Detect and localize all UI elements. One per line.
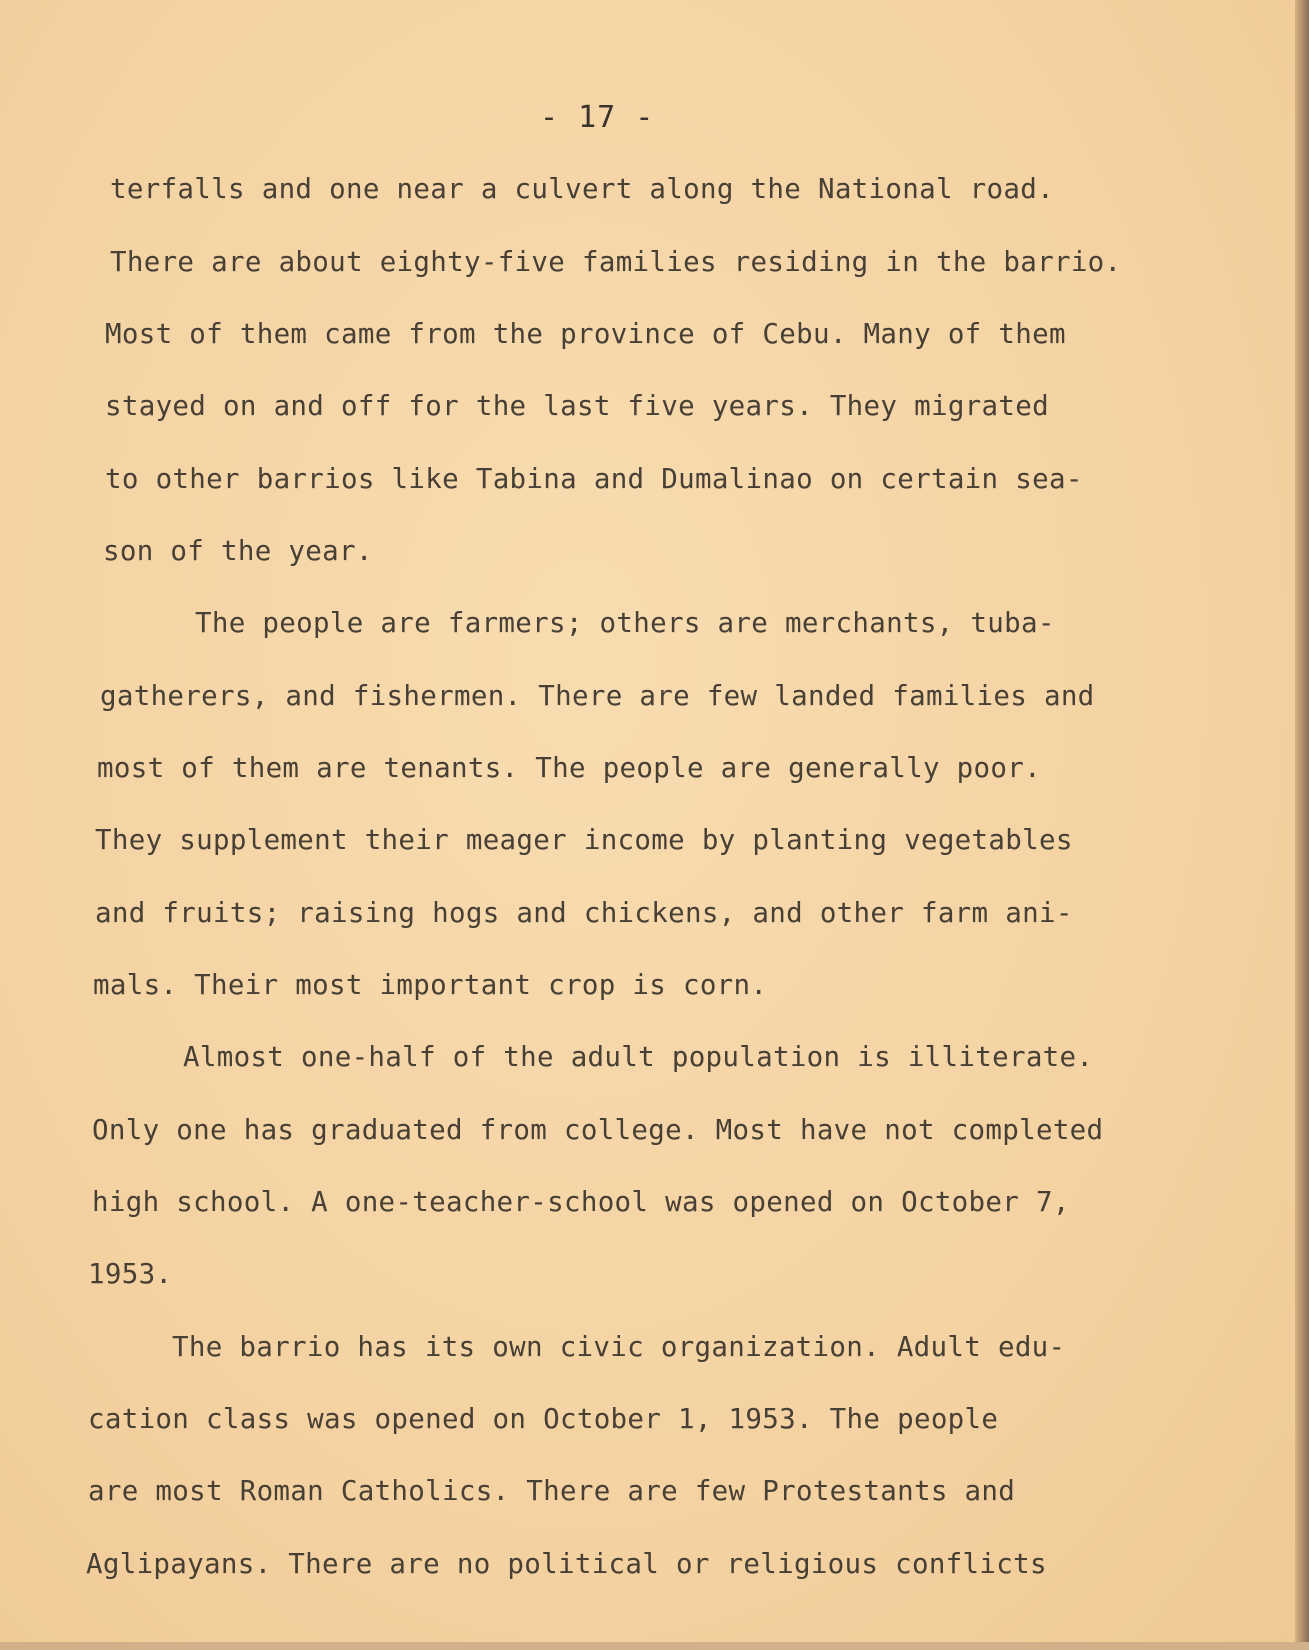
- text-line: There are about eighty-five families residing in the barrio.: [110, 246, 1122, 278]
- text-line: 1953.: [88, 1258, 173, 1290]
- text-line: and fruits; raising hogs and chickens, and other farm ani-: [95, 897, 1073, 929]
- text-line: Aglipayans. There are no political or religious conflicts: [86, 1548, 1047, 1580]
- text-line: to other barrios like Tabina and Dumalinao on certain sea-: [105, 463, 1083, 495]
- text-line: stayed on and off for the last five years. They migrated: [105, 390, 1049, 422]
- text-line: mals. Their most important crop is corn.: [93, 969, 768, 1001]
- text-line: are most Roman Catholics. There are few Protestants and: [88, 1475, 1016, 1507]
- text-line: The barrio has its own civic organization. Adult edu-: [172, 1331, 1066, 1363]
- text-line: Almost one-half of the adult population is illiterate.: [183, 1041, 1094, 1073]
- text-line: Most of them came from the province of Cebu. Many of them: [105, 318, 1066, 350]
- text-line: most of them are tenants. The people are generally poor.: [97, 752, 1041, 784]
- text-line: gatherers, and fishermen. There are few landed families and: [100, 680, 1095, 712]
- page-edge-shadow: [1295, 0, 1309, 1650]
- text-line: high school. A one-teacher-school was opened on October 7,: [92, 1186, 1070, 1218]
- text-line: cation class was opened on October 1, 1953. The people: [88, 1403, 999, 1435]
- text-line: They supplement their meager income by planting vegetables: [95, 824, 1073, 856]
- text-line: son of the year.: [103, 535, 373, 567]
- page-number: - 17 -: [540, 100, 655, 135]
- text-line: The people are farmers; others are merchants, tuba-: [195, 607, 1055, 639]
- text-line: Only one has graduated from college. Most have not completed: [92, 1114, 1104, 1146]
- text-line: terfalls and one near a culvert along the National road.: [110, 173, 1054, 205]
- bottom-edge: [0, 1642, 1309, 1650]
